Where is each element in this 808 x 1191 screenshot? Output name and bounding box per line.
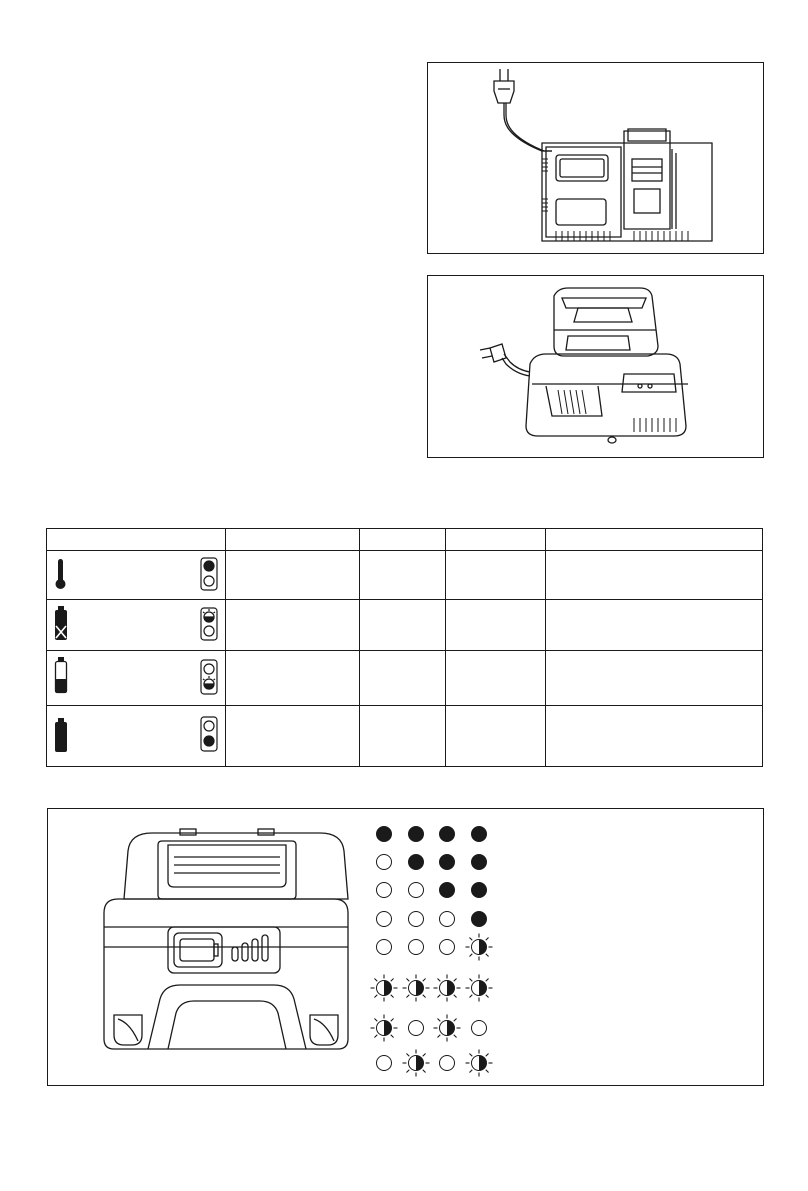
led-flash-icon (403, 975, 430, 1002)
battery-charging-icon (55, 657, 67, 693)
battery-fault-icon (55, 606, 67, 640)
led-flash-icon (371, 975, 398, 1002)
table-cell (360, 706, 446, 767)
table-cell (360, 651, 446, 706)
table-row (47, 600, 763, 651)
table-cell (546, 706, 763, 767)
led-on-icon (409, 855, 424, 870)
charger-led-indicator-icon (201, 717, 217, 751)
table-header-cell (47, 529, 226, 551)
led-flash-icon (466, 1050, 493, 1077)
battery-fuel-gauge-illustration (48, 809, 763, 1085)
led-on-icon (440, 827, 455, 842)
led-off-icon (409, 1021, 424, 1036)
figure-battery-fuel-gauge (47, 808, 764, 1086)
led-flash-icon (403, 1050, 430, 1077)
led-off-icon (377, 855, 392, 870)
status-icon-cell (47, 651, 226, 706)
figure-charger-battery (427, 275, 764, 458)
table-cell (546, 651, 763, 706)
table-cell (446, 600, 546, 651)
table-cell (226, 551, 360, 600)
led-off-icon (409, 883, 424, 898)
led-off-icon (377, 883, 392, 898)
status-icon-cell (47, 551, 226, 600)
led-on-icon (472, 827, 487, 842)
table-row (47, 551, 763, 600)
led-off-icon (377, 912, 392, 927)
charger-status-table (46, 528, 763, 767)
table-header-cell (360, 529, 446, 551)
led-off-icon (377, 940, 392, 955)
battery-pack-icon (104, 829, 348, 1049)
charger-led-indicator-icon (201, 660, 217, 694)
led-off-icon (440, 1056, 455, 1071)
table-cell (546, 600, 763, 651)
led-off-icon (440, 912, 455, 927)
led-flash-icon (434, 1015, 461, 1042)
table-cell (226, 651, 360, 706)
table-header-cell (446, 529, 546, 551)
led-flash-icon (434, 975, 461, 1002)
status-icon-cell (47, 600, 226, 651)
led-on-icon (440, 883, 455, 898)
led-off-icon (409, 912, 424, 927)
led-on-icon (440, 855, 455, 870)
table-row (47, 706, 763, 767)
led-on-icon (377, 827, 392, 842)
status-icon-cell (47, 706, 226, 767)
led-flash-icon (371, 1015, 398, 1042)
table-cell (226, 600, 360, 651)
table-cell (446, 651, 546, 706)
table-header-cell (546, 529, 763, 551)
led-on-icon (409, 827, 424, 842)
fuel-gauge-led-patterns (371, 827, 493, 1077)
table-header-cell (226, 529, 360, 551)
table-cell (446, 706, 546, 767)
led-flash-icon (466, 975, 493, 1002)
table-cell (446, 551, 546, 600)
led-off-icon (472, 1021, 487, 1036)
led-on-icon (472, 855, 487, 870)
table-cell (360, 600, 446, 651)
charger-with-plug-illustration (428, 63, 763, 253)
battery-full-icon (55, 718, 67, 752)
figure-charger-plug (427, 62, 764, 254)
led-off-icon (409, 940, 424, 955)
table-header-row (47, 529, 763, 551)
led-off-icon (377, 1056, 392, 1071)
table-cell (360, 551, 446, 600)
led-on-icon (472, 883, 487, 898)
charger-led-indicator-icon (201, 558, 217, 590)
charger-led-indicator-icon (201, 608, 217, 640)
led-flash-icon (466, 934, 493, 961)
led-on-icon (472, 912, 487, 927)
thermometer-icon (56, 559, 66, 589)
table-row (47, 651, 763, 706)
table-cell (226, 706, 360, 767)
table-cell (546, 551, 763, 600)
charger-battery-perspective-illustration (428, 276, 763, 457)
led-off-icon (440, 940, 455, 955)
